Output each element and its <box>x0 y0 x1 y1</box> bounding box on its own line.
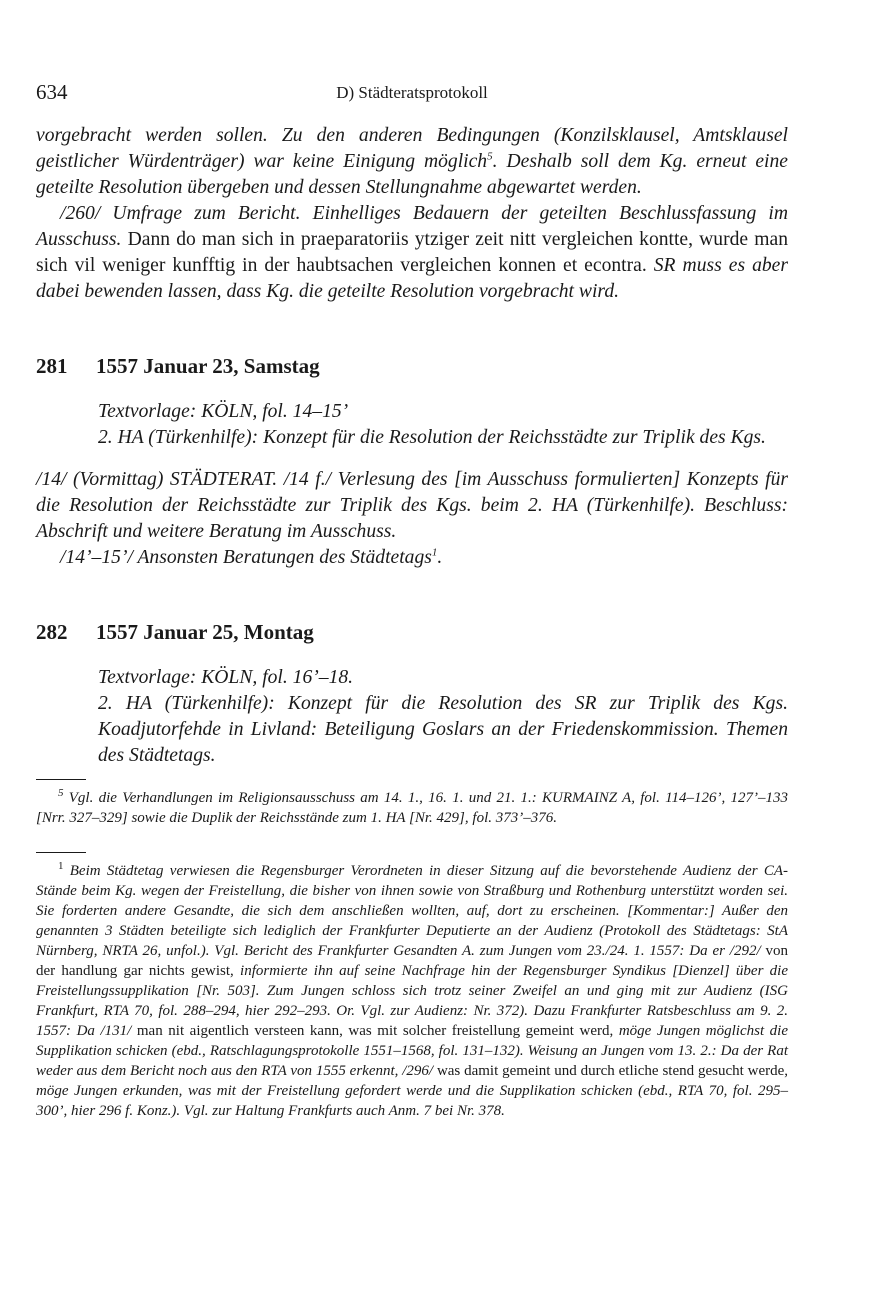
footnote-ref-5[interactable]: 5 <box>487 150 493 163</box>
page-body <box>36 123 788 1121</box>
footnote-1: $^1$ Beim Städtetag verwiesen die Regensburger Verordneten in dieser Sitzung auf die bevorstehende Audienz der CA-Stände beim Kg. wegen der Freistellung, die bisher von ihnen sowie von Straßburg und Rothenburg unterstützt worden sei. Sie forderten andere Gesandte, die sich dem anschließen wollten, auf, dort zu erscheinen. [Kommentar:] Außer den genannten 3 Städten beteiligte sich lediglich der Frankfurter Deputierte an der Audienz (Protokoll des Städtetags: StA Nürnberg, NRTA 26, unfol.). Vgl. Bericht des Frankfurter Gesandten A. zum Jungen vom 23./24. 1. 1557: Da er /292/ von der handlung gar nichts gewist, informierte ihn auf seine Nachfrage hin der Regensburger Syndikus [Dienzel] über die Freistellungssupplikation [Nr. 503]. Zum Jungen schloss sich trotz seiner Zweifel an und ging mit zur Audienz (ISG Frankfurt, RTA 70, fol. 288–294, hier 292–293. Or. Vgl. zur Audienz: Nr. 372). Dazu Frankfurter Ratsbeschluss am 9. 2. 1557: Da /131/ man nit aigentlich versteen kann, was mit solcher freistellung gemeint werd, möge Jungen möglichst die Supplikation schicken (ebd., Ratschlagungsprotokolle 1551–1568, fol. 131–132). Weisung an Jungen vom 13. 2.: Da der Rat weder aus dem Bericht noch aus den RTA von 1555 erkennt, /296/ was damit gemeint und durch etliche stend gesucht werde, möge Jungen erkunden, was mit der Freistellung gefordert werde und die Supplikation schicken (ebd., RTA 70, fol. 295–300’, hier 296 f. Konz.). Vgl. zur Haltung Frankfurts auch Anm. 7 bei Nr. 378. <box>36 860 789 1119</box>
section-number: 281 <box>36 354 68 378</box>
section-summary: 2. HA (Türkenhilfe): Konzept für die Resolution des SR zur Triplik des Kgs. Koadjutorfehde in Livland: Beteiligung Goslars an der Friedenskommission. Themen des Städtetags. <box>98 693 788 766</box>
page-number: 634 <box>36 80 68 104</box>
section-282-meta <box>98 665 788 769</box>
section-281-paragraph-2: /14’–15’/ Ansonsten Beratungen des Städtetags$^1$. <box>60 546 443 568</box>
section-281-meta <box>98 399 788 451</box>
section-title: 1557 Januar 23, Samstag <box>96 354 320 378</box>
section-summary: 2. HA (Türkenhilfe): Konzept für die Resolution der Reichsstädte zur Triplik des Kgs. <box>98 427 766 448</box>
text-source: Textvorlage: KÖLN, fol. 16’–18. <box>98 667 354 688</box>
running-head: D) Städteratsprotokoll <box>336 83 488 102</box>
footnote-ref-1[interactable]: 1 <box>431 546 438 559</box>
section-281-heading <box>36 353 788 379</box>
text-source: Textvorlage: KÖLN, fol. 14–15’ <box>98 401 349 422</box>
section-number: 282 <box>36 620 68 644</box>
section-282-heading <box>36 619 788 645</box>
section-281-paragraph-1: /14/ (Vormittag) STÄDTERAT. /14 f./ Verlesung des [im Ausschuss formulierten] Konzepts für die Resolution der Reichsstädte zur Triplik des Kgs. beim 2. HA (Türkenhilfe). Beschluss: Abschrift und weitere Beratung im Ausschuss. <box>36 469 788 542</box>
section-title: 1557 Januar 25, Montag <box>96 620 314 644</box>
intro-paragraph-2: /260/ Umfrage zum Bericht. Einhelliges Bedauern der geteilten Beschlussfassung im Ausschuss. Dann do man sich in praeparatoriis ytziger zeit nitt vergleichen kontte, wurde man sich vil weniger kunfftig in der haubtsachen vergleichen konnen et econtra. SR muss es aber dabei bewenden lassen, dass Kg. die geteilte Resolution vorgebracht wird. <box>36 203 788 302</box>
footnote-separator <box>36 779 86 780</box>
intro-paragraph-1: vorgebracht werden sollen. Zu den anderen Bedingungen (Konzilsklausel, Amtsklausel geistlicher Würdenträger) war keine Einigung möglich$^5$. Deshalb soll dem Kg. erneut eine geteilte Resolution übergeben und dessen Stellungnahme abgewartet werden. <box>36 125 788 198</box>
footnote-5: $^5$ Vgl. die Verhandlungen im Religionsausschuss am 14. 1., 16. 1. und 21. 1.: KURMAINZ A, fol. 114–126’, 127’–133 [Nrr. 327–329] sowie die Duplik der Reichsstände zum 1. HA [Nr. 429], fol. 373’–376. <box>36 787 788 826</box>
footnote-separator <box>36 852 86 853</box>
page-header <box>36 80 788 106</box>
